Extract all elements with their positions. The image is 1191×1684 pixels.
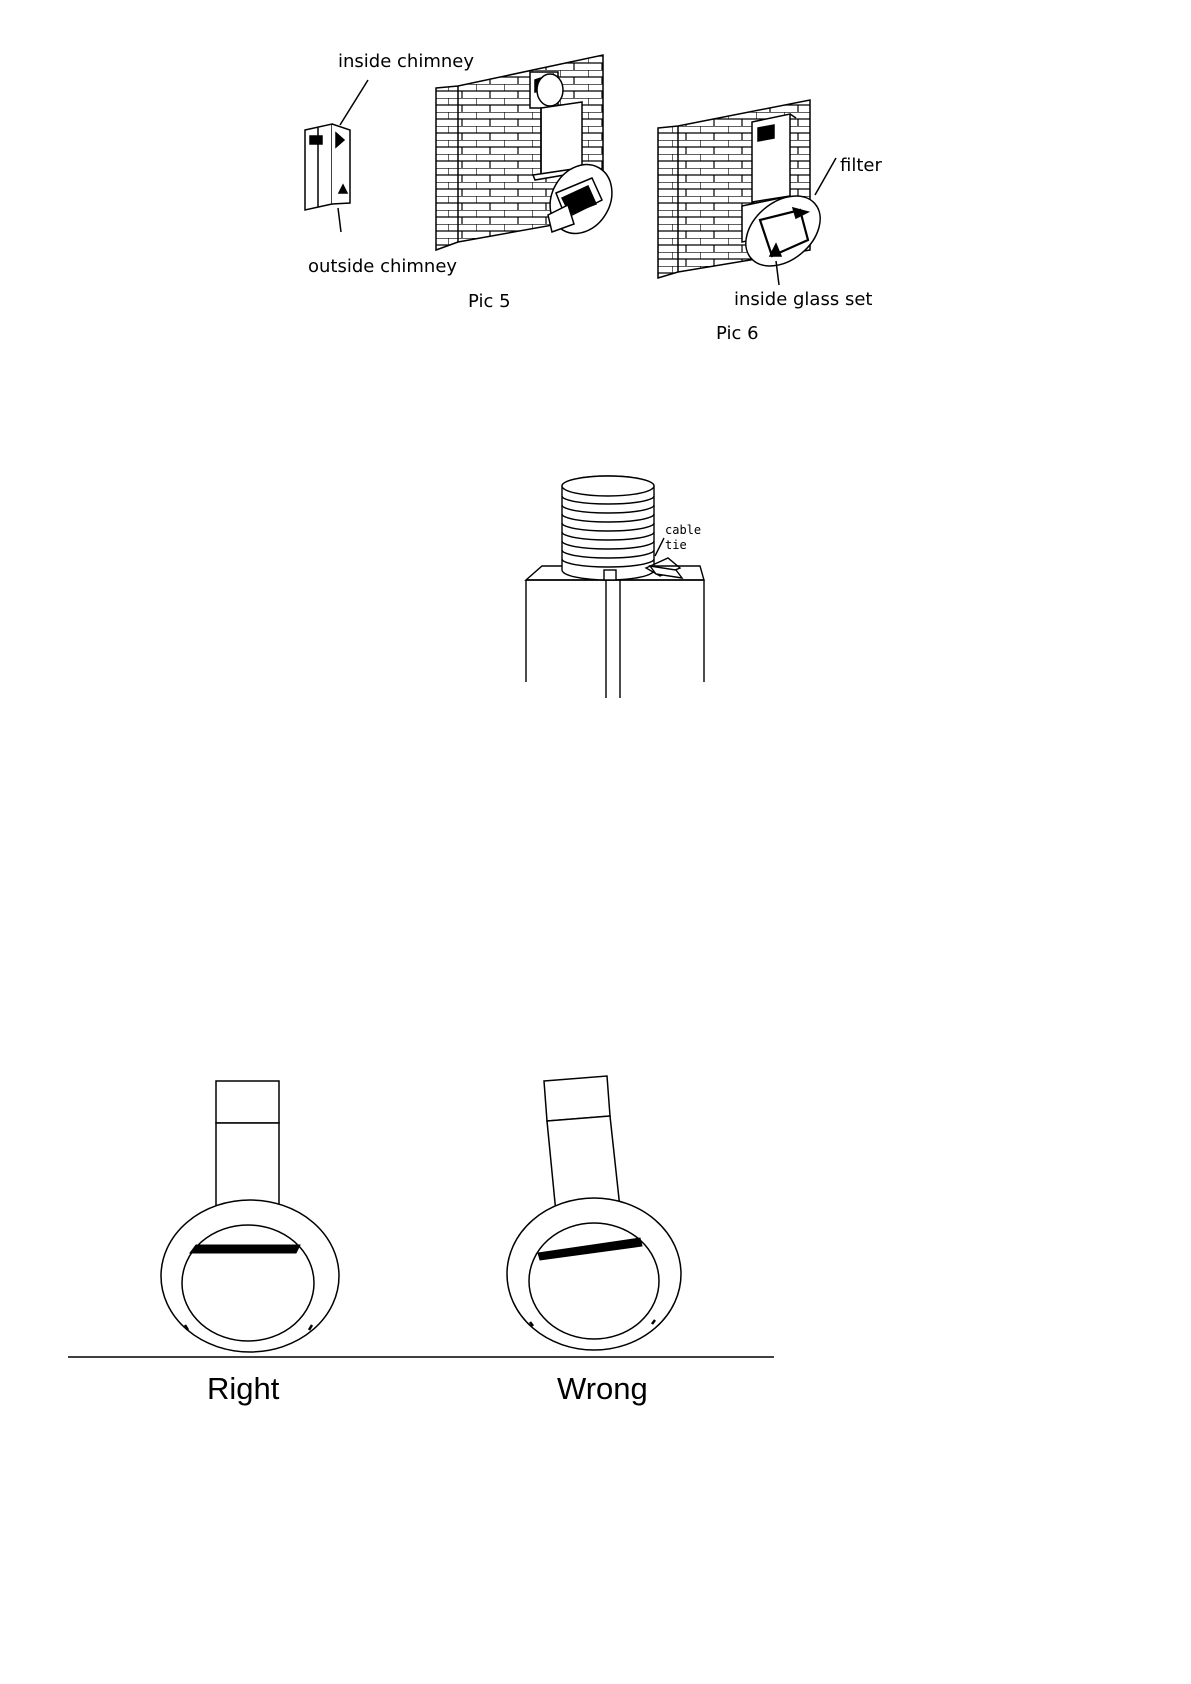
chimney-piece-illustration	[305, 80, 368, 232]
pic5-wall-illustration	[436, 55, 624, 250]
wrong-orientation-illustration	[507, 1076, 681, 1350]
cable-tie-illustration	[526, 476, 704, 698]
pic6-wall-illustration	[658, 100, 836, 285]
label-right: Right	[207, 1371, 280, 1406]
label-cable-tie: cable tie	[665, 523, 702, 552]
caption-pic6: Pic 6	[716, 323, 759, 344]
right-orientation-illustration	[161, 1081, 339, 1352]
label-wrong: Wrong	[557, 1371, 648, 1406]
label-inside-glass-set: inside glass set	[734, 289, 873, 310]
caption-pic5: Pic 5	[468, 291, 511, 312]
label-outside-chimney: outside chimney	[308, 256, 458, 277]
label-filter: filter	[840, 155, 882, 176]
label-inside-chimney: inside chimney	[338, 51, 474, 72]
